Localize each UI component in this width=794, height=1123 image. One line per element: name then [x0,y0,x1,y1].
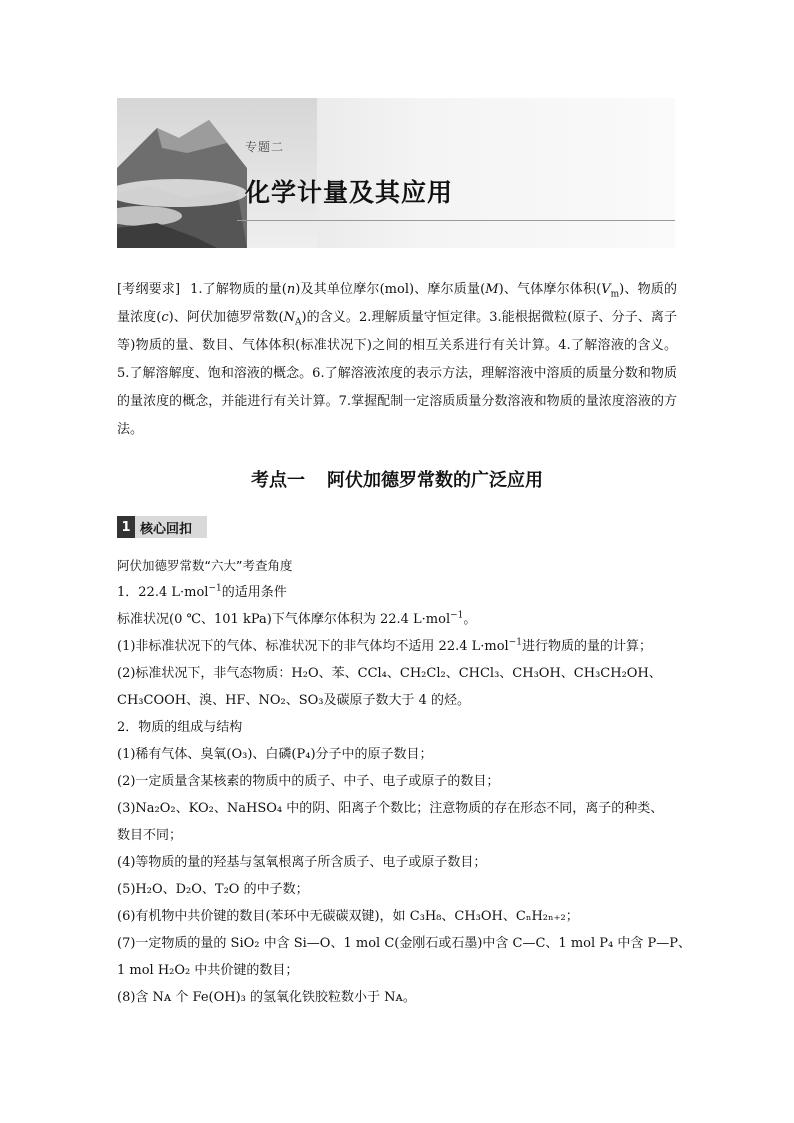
paragraph: (6)有机物中共价键的数目(苯环中无碳碳双键)，如 C₃H₈、CH₃OH、CₙH₂ₙ₊₂； [117,909,579,924]
content-body [117,552,691,1011]
chapter-label: 专题二 [245,140,285,154]
paragraph: (5)H₂O、D₂O、T₂O 的中子数； [117,882,309,897]
text: 1．22.4 L·mol [117,585,209,600]
badge-label: 核心回扣 [140,521,193,537]
chapter-banner [117,98,675,248]
paragraph [117,606,687,633]
paragraph [117,660,687,687]
text: 进行物质的量的计算； [521,639,652,654]
paragraph: 数目不同； [117,828,183,843]
superscript: −1 [208,583,222,594]
badge-number: 1 [117,516,135,538]
chapter-title: 化学计量及其应用 [245,178,454,207]
section-title [117,466,677,492]
syllabus-tag: [考纲要求] [117,282,181,297]
superscript: −1 [450,610,464,621]
symbol-M: M [485,282,499,297]
text: (1)非标准状况下的气体、标准状况下的非气体均不适用 22.4 L·mol [117,639,509,654]
paragraph: (3)Na₂O₂、KO₂、NaHSO₄ 中的阴、阳离子个数比；注意物质的存在形态不同，离子的种类、 [117,801,664,816]
symbol-N: N [283,310,295,325]
syllabus-text: 1.了解物质的量( [190,282,287,297]
syllabus-text: )、气体摩尔体积( [498,282,602,297]
symbol-n: n [286,282,296,297]
core-review-badge [117,516,207,538]
banner-divider [237,220,675,221]
syllabus-requirements [117,276,677,444]
paragraph: (7)一定物质的量的 SiO₂ 中含 Si—O、1 mol C(金刚石或石墨)中含 C—C、1 mol P₄ 中含 P—P、 [117,936,691,951]
text: (2)标准状况下，非气态物质： [117,666,292,681]
paragraph: (4)等物质的量的羟基与氢氧根离子所含质子、电子或原子数目； [117,855,487,870]
syllabus-text: )、物质的量浓度( [117,282,677,325]
syllabus-text: )及其单位摩尔(mol)、摩尔质量( [295,282,486,297]
symbol-V: V [601,282,611,297]
lead-heading: 阿伏加德罗常数“六大”考查角度 [117,558,293,573]
item-heading-2: 2．物质的组成与结构 [117,720,243,735]
paragraph: 1 mol H₂O₂ 中共价键的数目； [117,963,299,978]
section-number: 考点一 [251,470,305,491]
paragraph: (8)含 Nᴀ 个 Fe(OH)₃ 的氢氧化铁胶粒数小于 Nᴀ。 [117,990,416,1005]
text: 的适用条件 [221,585,287,600]
paragraph: (1)稀有气体、臭氧(O₃)、白磷(P₄)分子中的原子数目； [117,747,433,762]
symbol-c: c [161,310,169,325]
syllabus-text: )的含义。2.理解质量守恒定律。3.能根据微粒(原子、分子、离子等)物质的量、数目、气体体积(标准状况下)之间的相互关系进行有关计算。4.了解溶液的含义。5.了解溶解度、饱和溶液的概念。6.了解溶液浓度的表示方法，理解溶液中溶质的质量分数和物质的量浓度的概念，并能进行有关计算。7.掌握配制一定溶质质量分数溶液和物质的量浓度溶液的方法。 [117,310,677,437]
subscript-m: m [610,289,620,300]
paragraph: CH₃COOH、溴、HF、NO₂、SO₃及碳原子数大于 4 的烃。 [117,693,471,708]
paragraph [117,633,687,660]
text: 标准状况(0 ℃、101 kPa)下气体摩尔体积为 22.4 L·mol [117,612,451,627]
formula-list: H₂O、苯、CCl₄、CH₂Cl₂、CHCl₃、CH₃OH、CH₃CH₂OH、 [291,666,662,681]
paragraph: (2)一定质量含某核素的物质中的质子、中子、电子或原子的数目； [117,774,500,789]
subscript-A: A [294,317,302,328]
superscript: −1 [508,637,522,648]
text: 。 [463,612,477,627]
section-name: 阿伏加德罗常数的广泛应用 [327,470,543,491]
syllabus-text: )、阿伏加德罗常数( [168,310,284,325]
item-heading-1 [117,579,687,606]
